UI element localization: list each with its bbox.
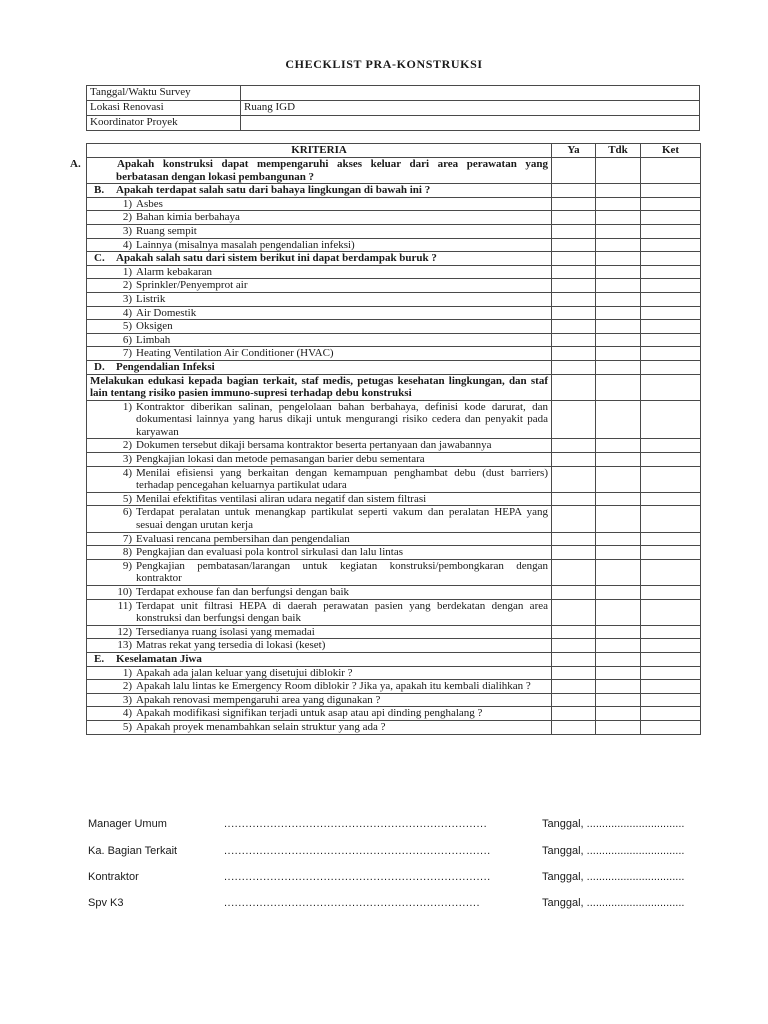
- tdk-cell[interactable]: [596, 546, 641, 560]
- tdk-cell[interactable]: [596, 320, 641, 334]
- item-text: Ruang sempit: [136, 224, 197, 237]
- section-row-c: [87, 252, 701, 266]
- section-c-title: [87, 252, 552, 266]
- tdk-cell[interactable]: [596, 559, 641, 585]
- signature-field[interactable]: ...........................................................................: [224, 845, 491, 857]
- info-value[interactable]: Ruang IGD: [241, 101, 700, 116]
- ket-cell[interactable]: [641, 158, 701, 184]
- section-row-a: [87, 158, 701, 184]
- tdk-cell[interactable]: [596, 506, 641, 532]
- ya-cell[interactable]: [552, 265, 596, 279]
- item-number: 4): [122, 306, 132, 319]
- checklist-item: [87, 197, 552, 211]
- checklist-body: [70, 158, 701, 735]
- section-intro-text: Melakukan edukasi kepada bagian terkait, staf medis, petugas kesehatan lingkungan, dan staf lain tentang risiko pasien immuno-supresi terhadap debu konstruksi: [87, 374, 552, 400]
- ket-cell[interactable]: [641, 374, 701, 400]
- checklist-item-row: [87, 639, 701, 653]
- info-row-koordinator: [87, 116, 700, 131]
- checklist-item-row: [87, 492, 701, 506]
- document-title: CHECKLIST PRA-KONSTRUKSI: [285, 57, 483, 71]
- date-field[interactable]: Tanggal, ................................: [542, 845, 685, 857]
- tdk-cell[interactable]: [596, 360, 641, 374]
- tdk-cell[interactable]: [596, 639, 641, 653]
- checklist-item: [87, 306, 552, 320]
- checklist-item-row: [87, 224, 701, 238]
- ya-cell[interactable]: [552, 197, 596, 211]
- checklist-item: [87, 265, 552, 279]
- item-number: 3): [122, 224, 132, 237]
- ket-cell[interactable]: [641, 238, 701, 252]
- checklist-item-row: [87, 625, 701, 639]
- ya-cell[interactable]: [552, 252, 596, 266]
- section-d-title: [87, 360, 552, 374]
- info-label: Koordinator Proyek: [87, 116, 241, 131]
- ket-cell[interactable]: [641, 347, 701, 361]
- checklist-item: [87, 211, 552, 225]
- checklist-item: [87, 666, 552, 680]
- item-text: Menilai efisiensi yang berkaitan dengan kemampuan penghambat debu (dust barriers) terhadap pencegahan keluarnya partikulat udara: [136, 466, 548, 492]
- item-text: Bahan kimia berbahaya: [136, 211, 240, 224]
- ket-cell[interactable]: [641, 197, 701, 211]
- signatory-name: Spv K3: [88, 897, 124, 909]
- item-text: Apakah ada jalan keluar yang disetujui diblokir ?: [136, 666, 353, 679]
- checklist-item: [87, 693, 552, 707]
- checklist-item-row: [87, 453, 701, 467]
- ket-cell[interactable]: [641, 707, 701, 721]
- signature-field[interactable]: ........................................................................: [224, 897, 481, 909]
- item-number: 12): [117, 625, 132, 638]
- checklist-item: [87, 707, 552, 721]
- tdk-cell[interactable]: [596, 652, 641, 666]
- checklist-item: [87, 347, 552, 361]
- section-intro-row: [87, 374, 701, 400]
- item-text: Terdapat exhouse fan dan berfungsi dengan baik: [136, 586, 350, 598]
- checklist-item-row: [87, 693, 701, 707]
- ya-cell[interactable]: [552, 506, 596, 532]
- checklist-item-row: [87, 506, 701, 532]
- item-number: 1): [122, 197, 132, 210]
- ya-cell[interactable]: [552, 680, 596, 694]
- item-text: Apakah proyek menambahkan selain struktur yang ada ?: [136, 720, 386, 733]
- tdk-cell[interactable]: [596, 625, 641, 639]
- item-text: Lainnya (misalnya masalah pengendalian infeksi): [136, 238, 355, 251]
- ya-cell[interactable]: [552, 279, 596, 293]
- item-text: Apakah modifikasi signifikan terjadi untuk asap atau api dinding penghalang ?: [136, 707, 483, 720]
- tdk-cell[interactable]: [596, 707, 641, 721]
- item-text: Apakah renovasi mempengaruhi area yang digunakan ?: [136, 693, 381, 706]
- tdk-cell[interactable]: [596, 347, 641, 361]
- ya-cell[interactable]: [552, 333, 596, 347]
- checklist-item: [87, 292, 552, 306]
- checklist-item: [87, 453, 552, 467]
- ya-cell[interactable]: [552, 374, 596, 400]
- ya-cell[interactable]: [552, 586, 596, 600]
- tdk-cell[interactable]: [596, 453, 641, 467]
- checklist-item-row: [87, 546, 701, 560]
- checklist-header-row: [87, 144, 701, 158]
- ket-cell[interactable]: [641, 639, 701, 653]
- item-text: Menilai efektifitas ventilasi aliran udara negatif dan sistem filtrasi: [136, 492, 427, 505]
- checklist-item: [87, 238, 552, 252]
- item-number: 5): [122, 720, 132, 733]
- ket-cell[interactable]: [641, 693, 701, 707]
- checklist-item-row: [87, 279, 701, 293]
- section-text: Apakah konstruksi dapat mempengaruhi akses keluar dari area perawatan yang berbatasan dengan lokasi pembangunan ?: [116, 158, 548, 183]
- ket-cell[interactable]: [641, 400, 701, 439]
- tdk-cell[interactable]: [596, 439, 641, 453]
- ya-cell[interactable]: [552, 559, 596, 585]
- item-text: Terdapat peralatan untuk menangkap partikulat seperti vakum dan peralatan HEPA yang sesuai dengan urutan kerja: [136, 506, 548, 532]
- checklist-item: [87, 333, 552, 347]
- ket-cell[interactable]: [641, 184, 701, 198]
- tdk-cell[interactable]: [596, 333, 641, 347]
- ket-cell[interactable]: [641, 625, 701, 639]
- ket-cell[interactable]: [641, 652, 701, 666]
- checklist-item: [87, 680, 552, 694]
- info-value[interactable]: [241, 116, 700, 131]
- section-row-e: [87, 652, 701, 666]
- checklist-item-row: [87, 292, 701, 306]
- header-ket: Ket: [641, 144, 701, 158]
- ya-cell[interactable]: [552, 492, 596, 506]
- ya-cell[interactable]: [552, 347, 596, 361]
- item-number: 1): [122, 666, 132, 679]
- item-number: 4): [122, 238, 132, 251]
- ya-cell[interactable]: [552, 224, 596, 238]
- tdk-cell[interactable]: [596, 693, 641, 707]
- section-letter: D.: [94, 360, 105, 373]
- ket-cell[interactable]: [641, 680, 701, 694]
- ket-cell[interactable]: [641, 453, 701, 467]
- ket-cell[interactable]: [641, 360, 701, 374]
- tdk-cell[interactable]: [596, 184, 641, 198]
- checklist-item-row: [87, 306, 701, 320]
- item-number: 6): [122, 333, 132, 346]
- item-text: Sprinkler/Penyemprot air: [136, 279, 248, 292]
- item-text: Pengkajian pembatasan/larangan untuk kegiatan konstruksi/pembongkaran dengan kontraktor: [136, 559, 548, 585]
- ket-cell[interactable]: [641, 492, 701, 506]
- ket-cell[interactable]: [641, 320, 701, 334]
- item-text: Pengkajian lokasi dan metode pemasangan barier debu sementara: [136, 453, 425, 466]
- date-field[interactable]: Tanggal, ................................: [542, 897, 685, 909]
- ket-cell[interactable]: [641, 559, 701, 585]
- date-field[interactable]: Tanggal, ................................: [542, 818, 685, 830]
- section-text: Apakah salah satu dari sistem berikut ini dapat berdampak buruk ?: [116, 252, 437, 265]
- ket-cell[interactable]: [641, 224, 701, 238]
- checklist-item-row: [87, 211, 701, 225]
- checklist-item-row: [87, 265, 701, 279]
- ket-cell[interactable]: [641, 265, 701, 279]
- item-number: 3): [122, 453, 132, 466]
- tdk-cell[interactable]: [596, 374, 641, 400]
- ket-cell[interactable]: [641, 306, 701, 320]
- ya-cell[interactable]: [552, 400, 596, 439]
- item-number: 13): [117, 639, 132, 652]
- tdk-cell[interactable]: [596, 238, 641, 252]
- item-text: Matras rekat yang tersedia di lokasi (keset): [136, 639, 326, 652]
- tdk-cell[interactable]: [596, 720, 641, 734]
- item-number: 5): [122, 320, 132, 333]
- tdk-cell[interactable]: [596, 292, 641, 306]
- item-number: 1): [122, 400, 132, 413]
- checklist-item-row: [87, 400, 701, 439]
- section-text: Keselamatan Jiwa: [116, 652, 202, 665]
- ket-cell[interactable]: [641, 720, 701, 734]
- section-text: Apakah terdapat salah satu dari bahaya lingkungan di bawah ini ?: [116, 184, 431, 197]
- date-field[interactable]: Tanggal, ................................: [542, 871, 685, 883]
- tdk-cell[interactable]: [596, 158, 641, 184]
- checklist-item: [87, 559, 552, 585]
- info-row-tanggal: [87, 86, 700, 101]
- ya-cell[interactable]: [552, 439, 596, 453]
- ket-cell[interactable]: [641, 252, 701, 266]
- item-number: 5): [122, 492, 132, 505]
- checklist-item: [87, 320, 552, 334]
- ket-cell[interactable]: [641, 506, 701, 532]
- checklist-item-row: [87, 559, 701, 585]
- item-number: 3): [122, 693, 132, 706]
- checklist-item: [87, 279, 552, 293]
- checklist-item-row: [87, 680, 701, 694]
- tdk-cell[interactable]: [596, 586, 641, 600]
- checklist-item: [87, 586, 552, 600]
- checklist-item: [87, 506, 552, 532]
- ket-cell[interactable]: [641, 279, 701, 293]
- ya-cell[interactable]: [552, 453, 596, 467]
- item-number: 2): [122, 439, 132, 452]
- ket-cell[interactable]: [641, 211, 701, 225]
- checklist-item: [87, 720, 552, 734]
- item-text: Listrik: [136, 292, 166, 305]
- item-number: 7): [122, 532, 132, 545]
- checklist-item: [87, 466, 552, 492]
- checklist-item: [87, 439, 552, 453]
- item-text: Dokumen tersebut dikaji bersama kontraktor beserta pertanyaan dan jawabannya: [136, 439, 492, 452]
- checklist-item: [87, 639, 552, 653]
- checklist-item-row: [87, 720, 701, 734]
- section-b-title: [87, 184, 552, 198]
- survey-info-table: [86, 85, 700, 131]
- section-row-b: [87, 184, 701, 198]
- checklist-item-row: [87, 347, 701, 361]
- info-label: Tanggal/Waktu Survey: [87, 86, 241, 101]
- ket-cell[interactable]: [641, 546, 701, 560]
- info-value[interactable]: [241, 86, 700, 101]
- item-number: 4): [122, 707, 132, 720]
- item-number: 10): [117, 586, 132, 598]
- section-a-title: [70, 158, 552, 184]
- ket-cell[interactable]: [641, 666, 701, 680]
- tdk-cell[interactable]: [596, 265, 641, 279]
- item-number: 4): [122, 466, 132, 479]
- signatory-name: Kontraktor: [88, 871, 139, 883]
- info-row-lokasi: [87, 101, 700, 116]
- ya-cell[interactable]: [552, 599, 596, 625]
- checklist-item-row: [87, 320, 701, 334]
- tdk-cell[interactable]: [596, 211, 641, 225]
- checklist-item-row: [87, 707, 701, 721]
- header-ya: Ya: [552, 144, 596, 158]
- ya-cell[interactable]: [552, 184, 596, 198]
- section-row-d: [87, 360, 701, 374]
- ya-cell[interactable]: [552, 211, 596, 225]
- ket-cell[interactable]: [641, 599, 701, 625]
- item-number: 1): [122, 265, 132, 278]
- item-number: 6): [122, 506, 132, 519]
- ya-cell[interactable]: [552, 466, 596, 492]
- ya-cell[interactable]: [552, 666, 596, 680]
- ya-cell[interactable]: [552, 720, 596, 734]
- ya-cell[interactable]: [552, 292, 596, 306]
- ket-cell[interactable]: [641, 466, 701, 492]
- checklist-item: [87, 492, 552, 506]
- item-text: Alarm kebakaran: [136, 265, 213, 278]
- section-letter: B.: [94, 184, 105, 197]
- checklist-item-row: [87, 666, 701, 680]
- checklist-item-row: [87, 532, 701, 546]
- header-kriteria: KRITERIA: [87, 144, 552, 158]
- checklist-item-row: [87, 586, 701, 600]
- section-letter: C.: [94, 252, 105, 265]
- info-label: Lokasi Renovasi: [87, 101, 241, 116]
- tdk-cell[interactable]: [596, 252, 641, 266]
- checklist-item-row: [87, 333, 701, 347]
- item-text: Apakah lalu lintas ke Emergency Room diblokir ? Jika ya, apakah itu kembali dialihkan ?: [136, 680, 531, 693]
- checklist-item-row: [87, 238, 701, 252]
- item-number: 2): [122, 211, 132, 224]
- section-letter: E.: [94, 652, 105, 665]
- ya-cell[interactable]: [552, 320, 596, 334]
- signatory-name: Manager Umum: [88, 818, 167, 830]
- ket-cell[interactable]: [641, 333, 701, 347]
- tdk-cell[interactable]: [596, 306, 641, 320]
- checklist-item-row: [87, 599, 701, 625]
- ket-cell[interactable]: [641, 532, 701, 546]
- item-text: Heating Ventilation Air Conditioner (HVAC): [136, 347, 334, 360]
- ya-cell[interactable]: [552, 625, 596, 639]
- item-text: Terdapat unit filtrasi HEPA di daerah perawatan pasien yang berdekatan dengan area konstruksi dan berfungsi dengan baik: [136, 599, 548, 625]
- item-text: Limbah: [136, 333, 171, 346]
- tdk-cell[interactable]: [596, 680, 641, 694]
- item-text: Kontraktor diberikan salinan, pengelolaan bahan berbahaya, definisi kode darurat, dan dokumentasi lainnya yang harus dikaji untuk mengurangi risiko cedera dan penyakit pada karyawan: [136, 400, 548, 438]
- header-tdk: Tdk: [596, 144, 641, 158]
- checklist-item: [87, 224, 552, 238]
- signature-field[interactable]: ..........................................................................: [224, 818, 488, 830]
- ket-cell[interactable]: [641, 439, 701, 453]
- checklist-item-row: [87, 466, 701, 492]
- item-text: Tersedianya ruang isolasi yang memadai: [136, 625, 315, 638]
- tdk-cell[interactable]: [596, 532, 641, 546]
- tdk-cell[interactable]: [596, 224, 641, 238]
- item-text: Pengkajian dan evaluasi pola kontrol sirkulasi dan lalu lintas: [136, 546, 403, 559]
- tdk-cell[interactable]: [596, 279, 641, 293]
- ket-cell[interactable]: [641, 292, 701, 306]
- ya-cell[interactable]: [552, 546, 596, 560]
- ya-cell[interactable]: [552, 639, 596, 653]
- ya-cell[interactable]: [552, 306, 596, 320]
- checklist-item-row: [87, 439, 701, 453]
- checklist-item: [87, 400, 552, 439]
- signature-field[interactable]: ...........................................................................: [224, 871, 491, 883]
- item-text: Oksigen: [136, 320, 173, 333]
- ya-cell[interactable]: [552, 652, 596, 666]
- ya-cell[interactable]: [552, 158, 596, 184]
- item-number: 3): [122, 292, 132, 305]
- checklist-table: [70, 143, 701, 735]
- signatory-name: Ka. Bagian Terkait: [88, 845, 178, 857]
- item-number: 9): [122, 559, 132, 572]
- tdk-cell[interactable]: [596, 197, 641, 211]
- item-number: 2): [122, 680, 132, 693]
- section-letter: A.: [70, 158, 81, 170]
- section-e-title: [87, 652, 552, 666]
- item-number: 11): [117, 599, 132, 612]
- item-text: Evaluasi rencana pembersihan dan pengendalian: [136, 532, 350, 545]
- checklist-item: [87, 546, 552, 560]
- item-number: 7): [122, 347, 132, 360]
- tdk-cell[interactable]: [596, 666, 641, 680]
- ya-cell[interactable]: [552, 693, 596, 707]
- ya-cell[interactable]: [552, 707, 596, 721]
- section-text: Pengendalian Infeksi: [116, 360, 215, 373]
- ya-cell[interactable]: [552, 532, 596, 546]
- checklist-item-row: [87, 197, 701, 211]
- tdk-cell[interactable]: [596, 599, 641, 625]
- item-number: 2): [122, 279, 132, 292]
- tdk-cell[interactable]: [596, 400, 641, 439]
- item-number: 8): [122, 546, 132, 559]
- checklist-item: [87, 599, 552, 625]
- ya-cell[interactable]: [552, 238, 596, 252]
- ya-cell[interactable]: [552, 360, 596, 374]
- item-text: Air Domestik: [136, 306, 197, 319]
- checklist-item: [87, 625, 552, 639]
- tdk-cell[interactable]: [596, 466, 641, 492]
- tdk-cell[interactable]: [596, 492, 641, 506]
- ket-cell[interactable]: [641, 586, 701, 600]
- checklist-item: [87, 532, 552, 546]
- item-text: Asbes: [136, 197, 163, 210]
